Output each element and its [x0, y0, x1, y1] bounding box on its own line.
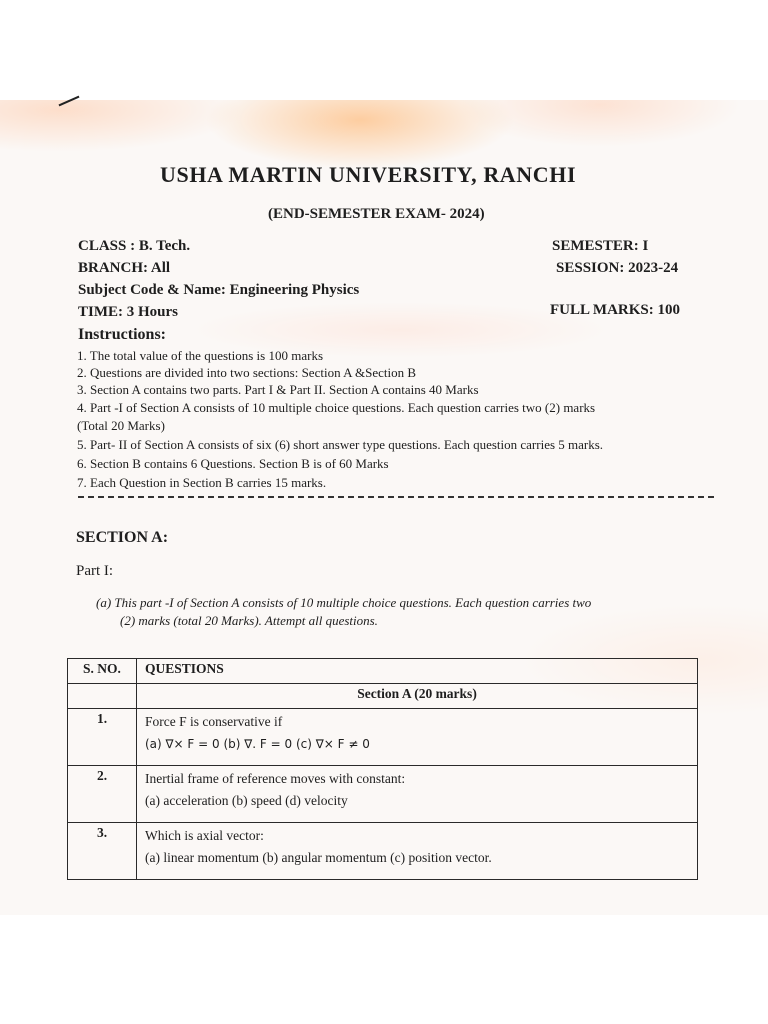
part-note-line: (a) This part -I of Section A consists of 10 multiple choice questions. Each question carries two: [96, 595, 592, 610]
exam-title: (END-SEMESTER EXAM- 2024): [268, 206, 485, 222]
col-questions-header: QUESTIONS: [137, 659, 698, 684]
full-marks-label: FULL MARKS: 100: [550, 302, 681, 318]
section-a-title: SECTION A:: [76, 529, 169, 546]
time-label: TIME: 3 Hours: [78, 304, 179, 320]
part-label: Part I:: [76, 563, 114, 579]
question-text: Inertial frame of reference moves with constant:: [145, 771, 406, 786]
question-number: 2.: [68, 766, 137, 823]
section-a-subheader: Section A (20 marks): [137, 684, 698, 709]
question-options: (a) acceleration (b) speed (d) velocity: [145, 793, 348, 808]
question-cell: [137, 823, 698, 880]
table-row: [68, 709, 698, 766]
table-row: [68, 823, 698, 880]
semester-label: SEMESTER: I: [552, 238, 649, 254]
question-cell: [137, 709, 698, 766]
instruction-item: 3. Section A contains two parts. Part I & Part II. Section A contains 40 Marks: [77, 382, 479, 397]
part-note: [96, 594, 591, 630]
table-header-row: [68, 659, 698, 684]
instruction-item: (Total 20 Marks): [77, 418, 165, 433]
dashed-divider: [78, 496, 714, 498]
instructions-heading: Instructions:: [78, 326, 167, 343]
table-subheader-row: [68, 684, 698, 709]
instruction-item: 6. Section B contains 6 Questions. Section B is of 60 Marks: [77, 456, 389, 471]
question-text: Which is axial vector:: [145, 828, 264, 843]
blank-cell: [68, 684, 137, 709]
question-number: 3.: [68, 823, 137, 880]
question-text: Force F is conservative if: [145, 714, 283, 729]
question-cell: [137, 766, 698, 823]
part-note-line: (2) marks (total 20 Marks). Attempt all questions.: [120, 613, 378, 628]
class-label: CLASS : B. Tech.: [78, 238, 191, 254]
university-title: USHA MARTIN UNIVERSITY, RANCHI: [160, 162, 577, 187]
table-row: [68, 766, 698, 823]
session-label: SESSION: 2023-24: [556, 260, 679, 276]
question-options: (a) ∇× F = 0 (b) ∇. F = 0 (c) ∇× F ≠ 0: [145, 737, 370, 751]
instruction-item: 4. Part -I of Section A consists of 10 multiple choice questions. Each question carries two (2) marks: [77, 400, 596, 415]
questions-table: [67, 658, 698, 880]
col-sno-header: S. NO.: [68, 659, 137, 684]
instruction-item: 1. The total value of the questions is 100 marks: [77, 348, 323, 363]
instruction-item: 2. Questions are divided into two sections: Section A &Section B: [77, 365, 417, 380]
subject-label: Subject Code & Name: Engineering Physics: [78, 282, 360, 298]
branch-label: BRANCH: All: [78, 260, 171, 276]
instruction-item: 5. Part- II of Section A consists of six (6) short answer type questions. Each question carries 5 marks.: [77, 437, 604, 452]
instruction-item: 7. Each Question in Section B carries 15 marks.: [77, 475, 327, 490]
question-options: (a) linear momentum (b) angular momentum (c) position vector.: [145, 850, 492, 865]
question-number: 1.: [68, 709, 137, 766]
